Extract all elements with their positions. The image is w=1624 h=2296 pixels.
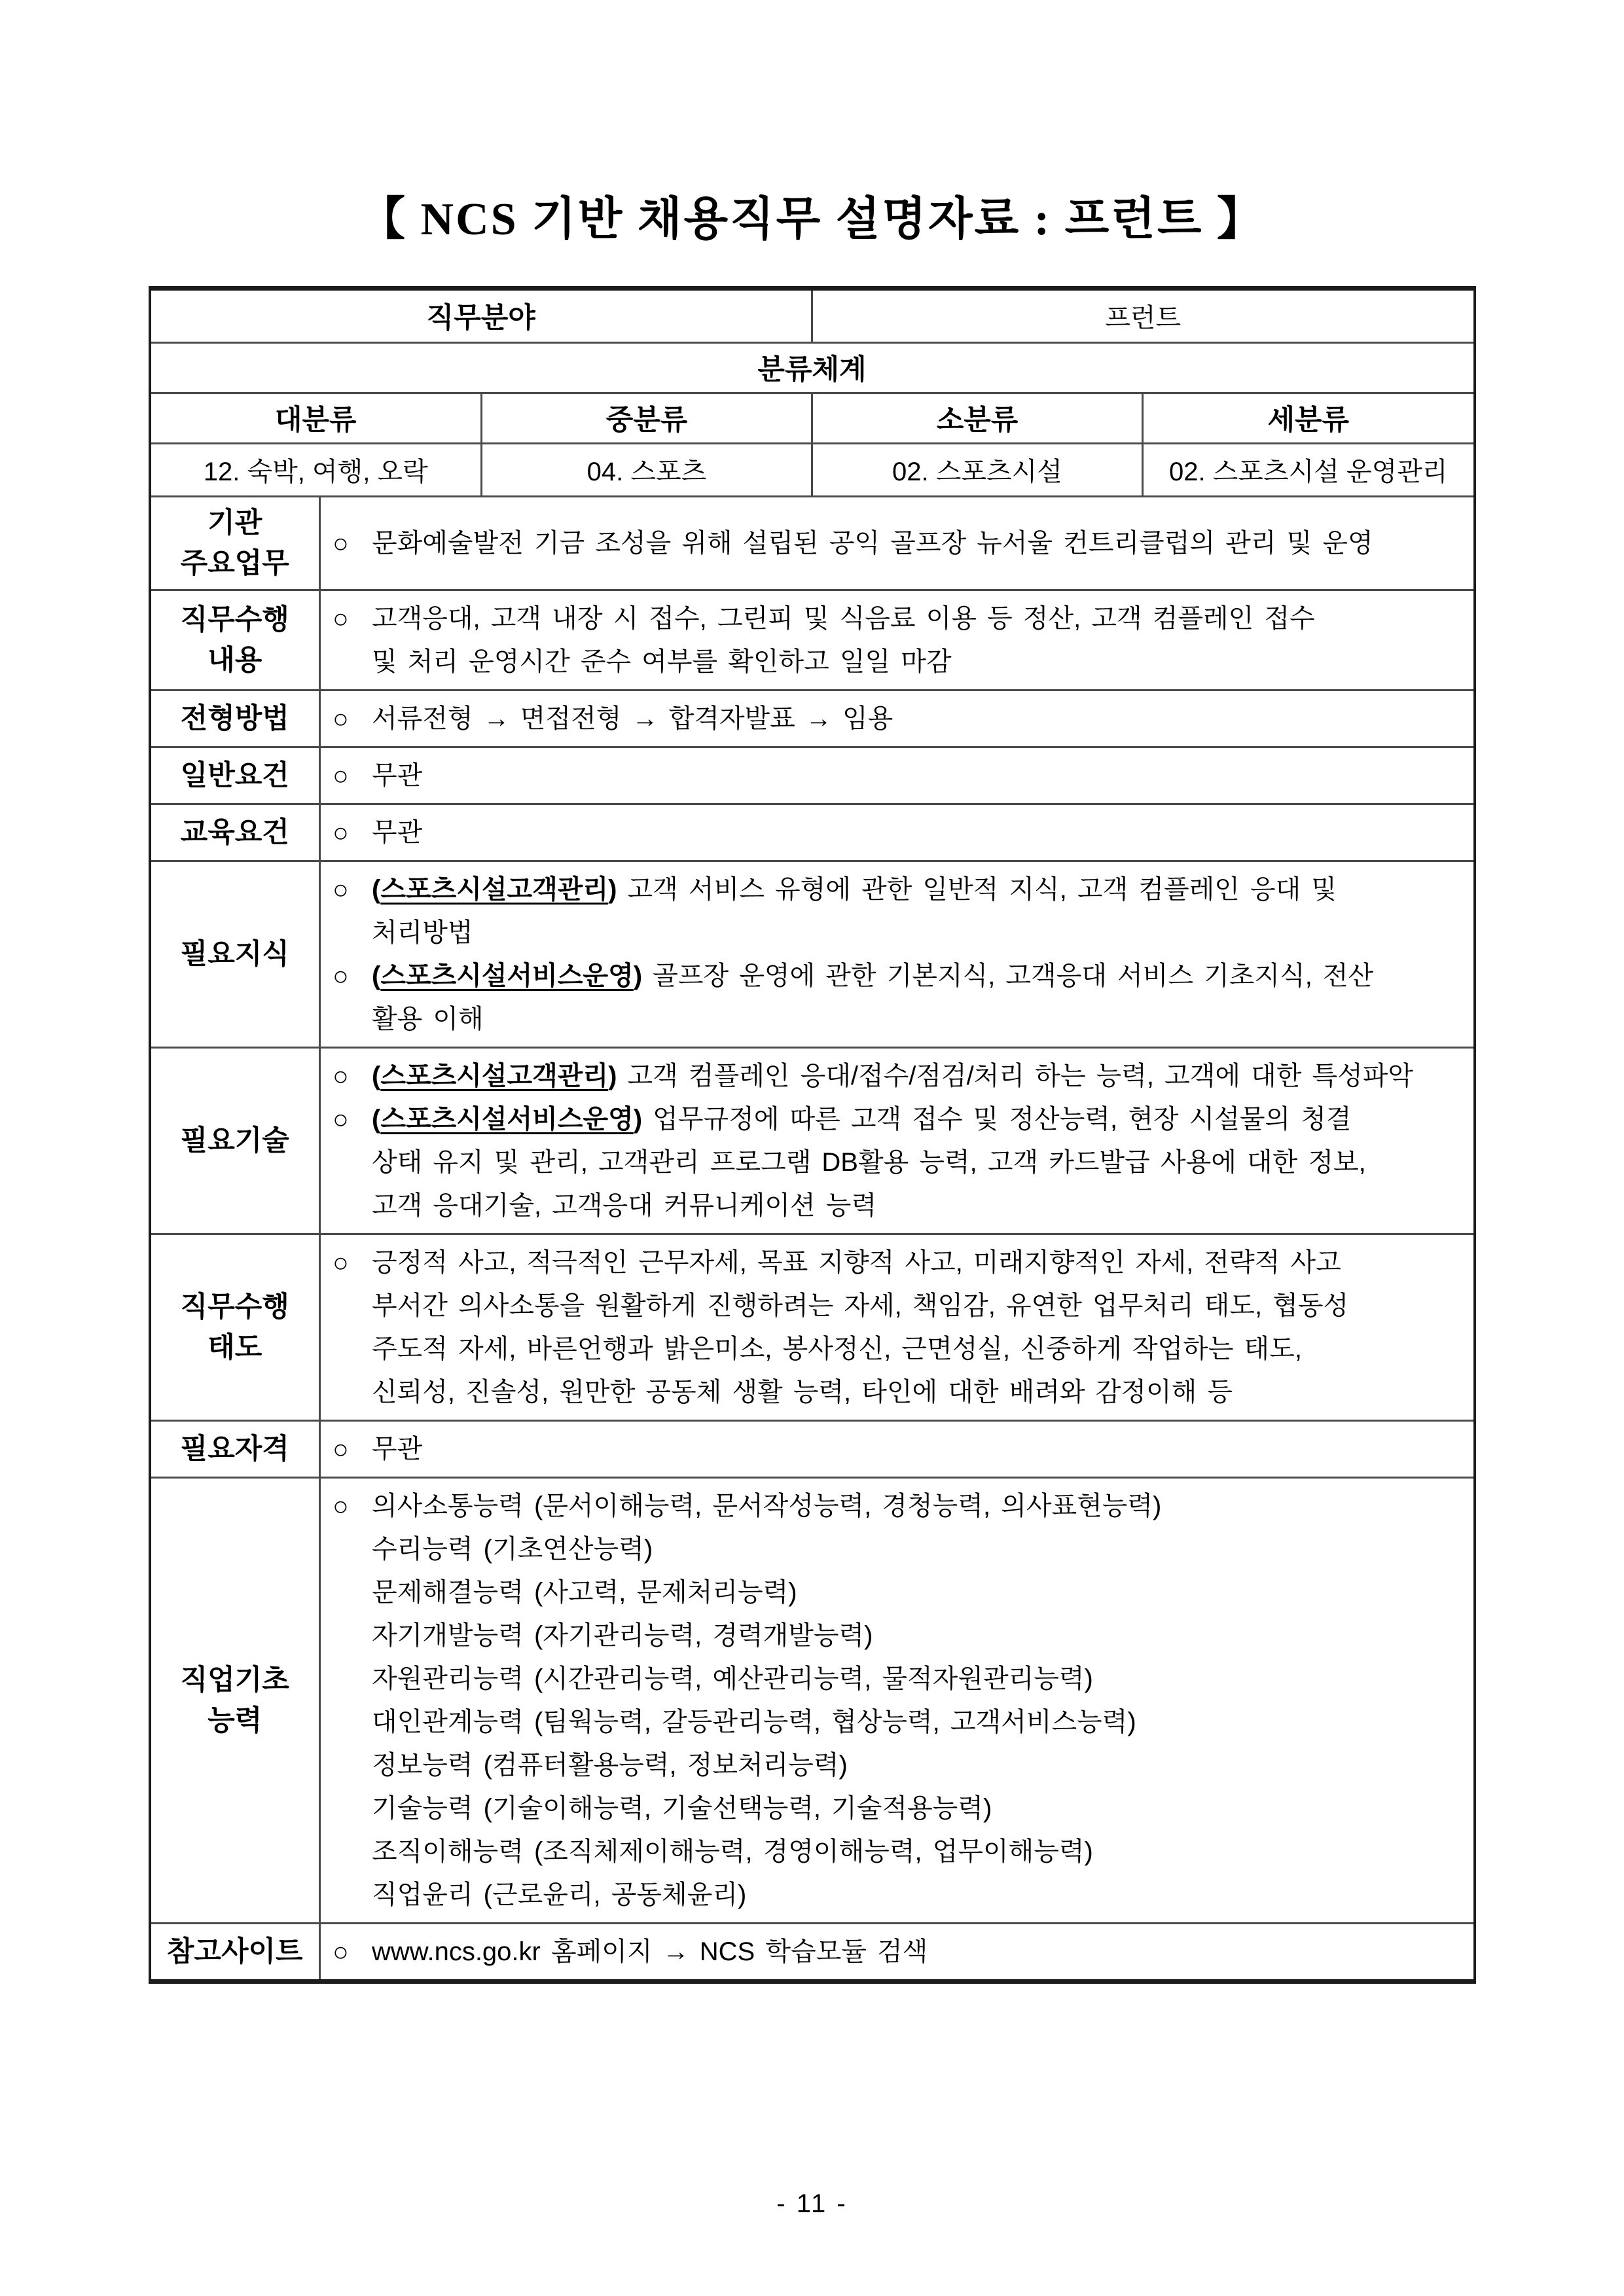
row-label-line: 필요기술 (180, 1124, 289, 1157)
row-content (320, 861, 1473, 1047)
text-line (372, 911, 1456, 954)
row-label (151, 590, 320, 690)
classification-header-cell: 분류체계 (151, 342, 1473, 393)
text-line (372, 954, 1456, 997)
footer-page-number: - 11 - (776, 2189, 848, 2218)
text-segment: 고객 서비스 유형에 관한 일반적 지식, 고객 컴플레인 응대 및 (617, 874, 1337, 904)
classification-col-header: 소분류 (812, 393, 1143, 443)
row-label-line: 내용 (208, 644, 262, 676)
text-segment: 고객 응대기술, 고객응대 커뮤니케이션 능력 (372, 1191, 877, 1220)
row-label-line: 직업기초 (180, 1664, 289, 1696)
row-label (151, 1477, 320, 1923)
text-line (372, 1744, 1456, 1787)
row-label-line: 참고사이트 (166, 1935, 303, 1967)
row-label-line: 필요자격 (180, 1433, 289, 1465)
row-label-line: 교육요건 (180, 816, 289, 848)
text-line (372, 1571, 1456, 1614)
circle-bullet-marker-icon: ○ (333, 960, 349, 991)
circle-bullet-marker-icon: ○ (333, 1103, 349, 1134)
table-row (151, 861, 1473, 1047)
text-segment: 주도적 자세, 바른언행과 밝은미소, 봉사정신, 근면성실, 신중하게 작업하는 태도, (372, 1334, 1302, 1363)
circle-bullet-marker-icon: ○ (333, 817, 349, 848)
row-label (151, 747, 320, 804)
table-row (151, 590, 1473, 690)
bullet-text (372, 1427, 1456, 1471)
text-segment: 기술능력 (기술이해능력, 기술선택능력, 기술적용능력) (372, 1793, 992, 1823)
classification-table (151, 291, 1473, 495)
bullet-text (372, 597, 1456, 683)
job-field-value-cell: 프런트 (812, 291, 1473, 343)
text-segment: 무관 (372, 817, 423, 847)
circle-bullet-marker-icon: ○ (333, 1247, 349, 1278)
bullet-item (331, 1930, 1456, 1973)
text-segment: ) (633, 961, 643, 990)
bullet-item (331, 522, 1456, 565)
text-segment: 스포츠시설고객관리 (380, 874, 609, 904)
classification-col-header: 중분류 (482, 393, 812, 443)
row-content (320, 497, 1473, 590)
circle-bullet-marker-icon: ○ (333, 703, 349, 734)
text-line (372, 1614, 1456, 1657)
text-segment: 직업윤리 (근로윤리, 공동체윤리) (372, 1880, 747, 1909)
row-label (151, 1420, 320, 1477)
row-label-line: 전형방법 (180, 702, 289, 734)
table-row (151, 690, 1473, 747)
row-label-line: 일반요건 (180, 759, 289, 791)
bullet-item (331, 1054, 1456, 1098)
row-content (320, 747, 1473, 804)
text-line (372, 1284, 1456, 1327)
text-segment: 활용 이해 (372, 1004, 484, 1033)
text-segment: 수리능력 (기초연산능력) (372, 1534, 653, 1564)
row-label (151, 497, 320, 590)
circle-bullet-marker-icon: ○ (333, 874, 349, 905)
text-line (372, 811, 1456, 854)
text-segment: ( (372, 1061, 381, 1090)
bullet-text (372, 1241, 1456, 1414)
row-content (320, 804, 1473, 861)
table-row (151, 1234, 1473, 1420)
text-segment: 스포츠시설서비스운영 (380, 961, 634, 990)
row-content (320, 1420, 1473, 1477)
classification-col-header: 대분류 (151, 393, 482, 443)
classification-header-row (151, 342, 1473, 393)
classification-value-cell: 12. 숙박, 여행, 오락 (151, 443, 482, 495)
circle-bullet-marker-icon: ○ (333, 1433, 349, 1464)
circle-bullet-marker-icon: ○ (333, 760, 349, 791)
text-segment: 조직이해능력 (조직체제이해능력, 경영이해능력, 업무이해능력) (372, 1837, 1093, 1866)
bullet-text (372, 868, 1456, 954)
bullet-item (331, 1484, 1456, 1916)
row-label (151, 1047, 320, 1234)
text-line (372, 1930, 1456, 1973)
text-line (372, 522, 1456, 565)
text-segment: ( (372, 961, 381, 990)
text-segment: ( (372, 1104, 381, 1134)
table-row (151, 747, 1473, 804)
bullet-text (372, 697, 1456, 740)
circle-bullet-marker-icon: ○ (333, 603, 349, 634)
circle-bullet-marker-icon: ○ (333, 1490, 349, 1521)
bullet-text (372, 522, 1456, 565)
text-line (372, 1484, 1456, 1528)
text-line (372, 754, 1456, 797)
text-segment: 고객응대, 고객 내장 시 접수, 그린피 및 식음료 이용 등 정산, 고객 컴플레인 접수 (372, 603, 1315, 633)
classification-value-cell: 02. 스포츠시설 (812, 443, 1143, 495)
text-line (372, 597, 1456, 640)
text-line (372, 1098, 1456, 1141)
text-segment: 문제해결능력 (사고력, 문제처리능력) (372, 1577, 797, 1607)
text-segment: 무관 (372, 761, 423, 790)
table-row (151, 804, 1473, 861)
bullet-item (331, 811, 1456, 854)
classification-values-row (151, 443, 1473, 495)
row-label (151, 690, 320, 747)
row-content (320, 1047, 1473, 1234)
text-segment: 골프장 운영에 관한 기본지식, 고객응대 서비스 기초지식, 전산 (642, 961, 1374, 990)
row-content (320, 590, 1473, 690)
text-line (372, 1700, 1456, 1744)
text-segment: 스포츠시설서비스운영 (380, 1104, 634, 1134)
text-segment: ( (372, 874, 381, 904)
text-line (372, 1054, 1456, 1098)
text-line (372, 1141, 1456, 1184)
bullet-text (372, 754, 1456, 797)
bullet-text (372, 1484, 1456, 1916)
bullet-text (372, 811, 1456, 854)
row-label-line: 주요업무 (180, 547, 289, 579)
text-segment: 의사소통능력 (문서이해능력, 문서작성능력, 경청능력, 의사표현능력) (372, 1491, 1162, 1520)
row-label (151, 1923, 320, 1979)
text-line (372, 1830, 1456, 1873)
classification-value-cell: 02. 스포츠시설 운영관리 (1143, 443, 1473, 495)
bullet-item (331, 597, 1456, 683)
row-label-line: 기관 (208, 507, 262, 539)
text-segment: 자기개발능력 (자기관리능력, 경력개발능력) (372, 1621, 873, 1650)
table-row (151, 1923, 1473, 1979)
bullet-item (331, 868, 1456, 954)
table-row (151, 1477, 1473, 1923)
classification-columns-row (151, 393, 1473, 443)
row-content (320, 690, 1473, 747)
text-line (372, 1371, 1456, 1414)
row-content (320, 1477, 1473, 1923)
row-label (151, 1234, 320, 1420)
text-segment: ) (633, 1104, 643, 1134)
text-line (372, 1528, 1456, 1571)
text-line (372, 1873, 1456, 1916)
text-segment: 스포츠시설고객관리 (380, 1061, 609, 1090)
bullet-item (331, 954, 1456, 1041)
text-segment: 문화예술발전 기금 조성을 위해 설립된 공익 골프장 뉴서울 컨트리클럽의 관리 및 운영 (372, 528, 1373, 558)
bullet-item (331, 1427, 1456, 1471)
text-segment: 고객 컴플레인 응대/접수/점검/처리 하는 능력, 고객에 대한 특성파악 (617, 1061, 1414, 1090)
bullet-item (331, 1241, 1456, 1414)
row-content (320, 1234, 1473, 1420)
text-segment: 처리방법 (372, 918, 473, 947)
text-line (372, 1241, 1456, 1284)
circle-bullet-marker-icon: ○ (333, 1936, 349, 1967)
detail-table (151, 497, 1473, 1979)
text-line (372, 1657, 1456, 1700)
text-line (372, 697, 1456, 740)
text-line (372, 1327, 1456, 1371)
text-segment: 서류전형 → 면접전형 → 합격자발표 → 임용 (372, 704, 893, 733)
bullet-item (331, 1098, 1456, 1227)
text-line (372, 997, 1456, 1041)
circle-bullet-marker-icon: ○ (333, 528, 349, 558)
row-label-line: 필요지식 (180, 938, 289, 970)
text-segment: ) (608, 1061, 617, 1090)
row-label-line: 능력 (208, 1704, 262, 1736)
text-segment: 상태 유지 및 관리, 고객관리 프로그램 DB활용 능력, 고객 카드발급 사용에 대한 정보, (372, 1147, 1366, 1177)
bullet-text (372, 1930, 1456, 1973)
text-segment: 부서간 의사소통을 원활하게 진행하려는 자세, 책임감, 유연한 업무처리 태도, 협동성 (372, 1291, 1349, 1320)
text-segment: 긍정적 사고, 적극적인 근무자세, 목표 지향적 사고, 미래지향적인 자세, 전략적 사고 (372, 1247, 1341, 1277)
bullet-text (372, 954, 1456, 1041)
circle-bullet-marker-icon: ○ (333, 1060, 349, 1091)
table-row (151, 497, 1473, 590)
job-field-label-cell: 직무분야 (151, 291, 812, 343)
text-segment: 신뢰성, 진솔성, 원만한 공동체 생활 능력, 타인에 대한 배려와 감정이해 등 (372, 1377, 1233, 1407)
text-segment: www.ncs.go.kr 홈페이지 → NCS 학습모듈 검색 (372, 1937, 928, 1966)
bullet-text (372, 1054, 1456, 1098)
classification-value-cell: 04. 스포츠 (482, 443, 812, 495)
row-label (151, 804, 320, 861)
page-title: 【 NCS 기반 채용직무 설명자료 : 프런트 】 (359, 194, 1265, 245)
row-label (151, 861, 320, 1047)
bullet-item (331, 754, 1456, 797)
bullet-item (331, 697, 1456, 740)
text-segment: ) (608, 874, 617, 904)
row-label-line: 직무수행 (180, 1291, 289, 1323)
table-row (151, 1047, 1473, 1234)
text-segment: 업무규정에 따른 고객 접수 및 정산능력, 현장 시설물의 청결 (642, 1104, 1352, 1134)
text-segment: 대인관계능력 (팀웍능력, 갈등관리능력, 협상능력, 고객서비스능력) (372, 1707, 1136, 1736)
row-label-line: 태도 (208, 1331, 262, 1363)
job-field-row (151, 291, 1473, 343)
text-line (372, 1427, 1456, 1471)
row-content (320, 1923, 1473, 1979)
classification-col-header: 세분류 (1143, 393, 1473, 443)
bullet-text (372, 1098, 1456, 1227)
text-segment: 자원관리능력 (시간관리능력, 예산관리능력, 물적자원관리능력) (372, 1664, 1093, 1693)
text-line (372, 1787, 1456, 1830)
row-label-line: 직무수행 (180, 603, 289, 636)
job-description-table (149, 286, 1476, 1984)
text-line (372, 868, 1456, 911)
text-segment: 정보능력 (컴퓨터활용능력, 정보처리능력) (372, 1750, 848, 1780)
text-line (372, 1184, 1456, 1227)
text-line (372, 640, 1456, 683)
text-segment: 및 처리 운영시간 준수 여부를 확인하고 일일 마감 (372, 647, 952, 676)
table-row (151, 1420, 1473, 1477)
text-segment: 무관 (372, 1434, 423, 1463)
